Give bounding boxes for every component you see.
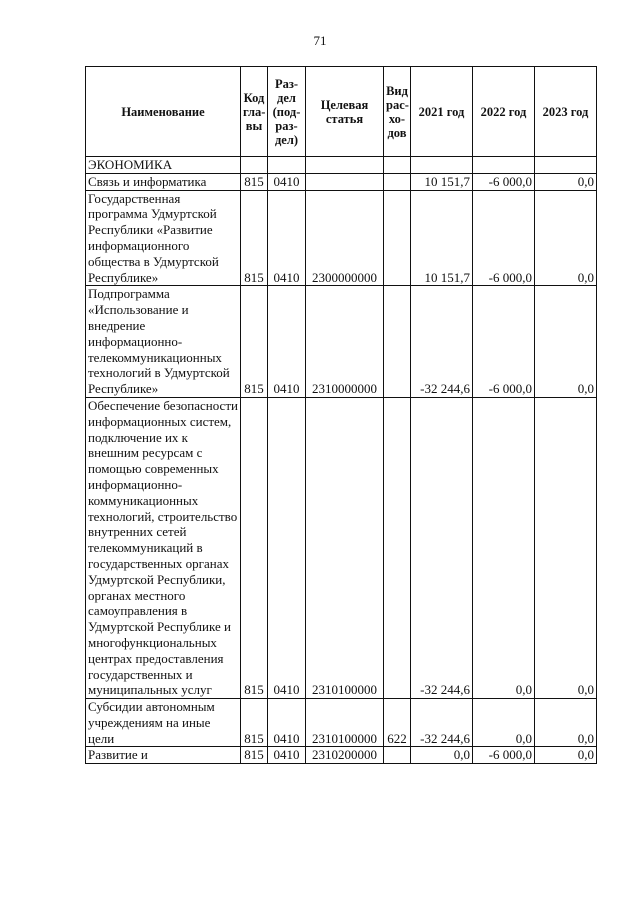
row-2021: -32 244,6 [411,397,473,698]
header-year-2021 [411,67,473,157]
header-target-item-text: Целевая статья [320,97,369,126]
header-year-2022 [473,67,535,157]
row-2021: 10 151,7 [411,190,473,286]
row-chapter: 815 [241,699,268,747]
row-2022: -6 000,0 [473,190,535,286]
row-name: Субсидии автономным учреждениям на иные цели [86,699,241,747]
section-title: ЭКОНОМИКА [86,157,241,174]
row-2022: -6 000,0 [473,173,535,190]
row-target: 2300000000 [306,190,384,286]
row-type: 622 [384,699,411,747]
row-type [384,747,411,764]
table-header-row [86,67,597,157]
row-target: 2310200000 [306,747,384,764]
row-chapter: 815 [241,173,268,190]
budget-table [85,66,597,764]
row-section: 0410 [268,173,306,190]
row-type [384,190,411,286]
header-chapter-code [241,67,268,157]
table-row [86,699,597,747]
header-year-2023 [535,67,597,157]
row-chapter: 815 [241,397,268,698]
row-target: 2310100000 [306,699,384,747]
row-section: 0410 [268,747,306,764]
row-chapter: 815 [241,747,268,764]
section-row [86,157,597,174]
table-row [86,190,597,286]
header-name-text: Наименование [121,104,205,119]
header-subsection [268,67,306,157]
row-section: 0410 [268,699,306,747]
row-name: Развитие и [86,747,241,764]
table-row [86,286,597,398]
table-row [86,747,597,764]
header-expense-type-text: Вид рас- хо- дов [386,83,409,140]
row-name: Связь и информатика [86,173,241,190]
header-expense-type [384,67,411,157]
row-2023: 0,0 [535,397,597,698]
row-name: Подпрограмма «Использование и внедрение информационно-телекоммуникационных технологий в Удмуртской Республике» [86,286,241,398]
header-subsection-text: Раз- дел (под- раз- дел) [272,76,301,147]
row-2021: -32 244,6 [411,699,473,747]
table-row [86,173,597,190]
row-2023: 0,0 [535,747,597,764]
row-section: 0410 [268,286,306,398]
header-year-2023-text: 2023 год [542,104,589,119]
row-2023: 0,0 [535,173,597,190]
row-section: 0410 [268,397,306,698]
header-target-item [306,67,384,157]
row-2021: 0,0 [411,747,473,764]
page-number: 71 [313,33,327,48]
row-section: 0410 [268,190,306,286]
row-2023: 0,0 [535,699,597,747]
row-2023: 0,0 [535,286,597,398]
row-2021: -32 244,6 [411,286,473,398]
row-target: 2310000000 [306,286,384,398]
header-name [86,67,241,157]
header-year-2021-text: 2021 год [418,104,465,119]
row-type [384,397,411,698]
row-2022: -6 000,0 [473,747,535,764]
row-target [306,173,384,190]
row-2021: 10 151,7 [411,173,473,190]
header-chapter-code-text: Код гла- вы [243,90,266,133]
table-row [86,397,597,698]
row-chapter: 815 [241,190,268,286]
row-2022: 0,0 [473,397,535,698]
row-2023: 0,0 [535,190,597,286]
header-year-2022-text: 2022 год [480,104,527,119]
row-type [384,173,411,190]
row-2022: 0,0 [473,699,535,747]
row-target: 2310100000 [306,397,384,698]
row-type [384,286,411,398]
row-chapter: 815 [241,286,268,398]
row-name: Государственная программа Удмуртской Республики «Развитие информационного общества в Удмуртской Республике» [86,190,241,286]
row-name: Обеспечение безопасности информационных систем, подключение их к внешним ресурсам с помощью современных информационно-коммуникационных технологий, строительство внутренних сетей телекоммуникаций в государственных органах Удмуртской Республики, органах местного самоуправления в Удмуртской Республике и многофункциональных центрах предоставления государственных и муниципальных услуг [86,397,241,698]
row-2022: -6 000,0 [473,286,535,398]
